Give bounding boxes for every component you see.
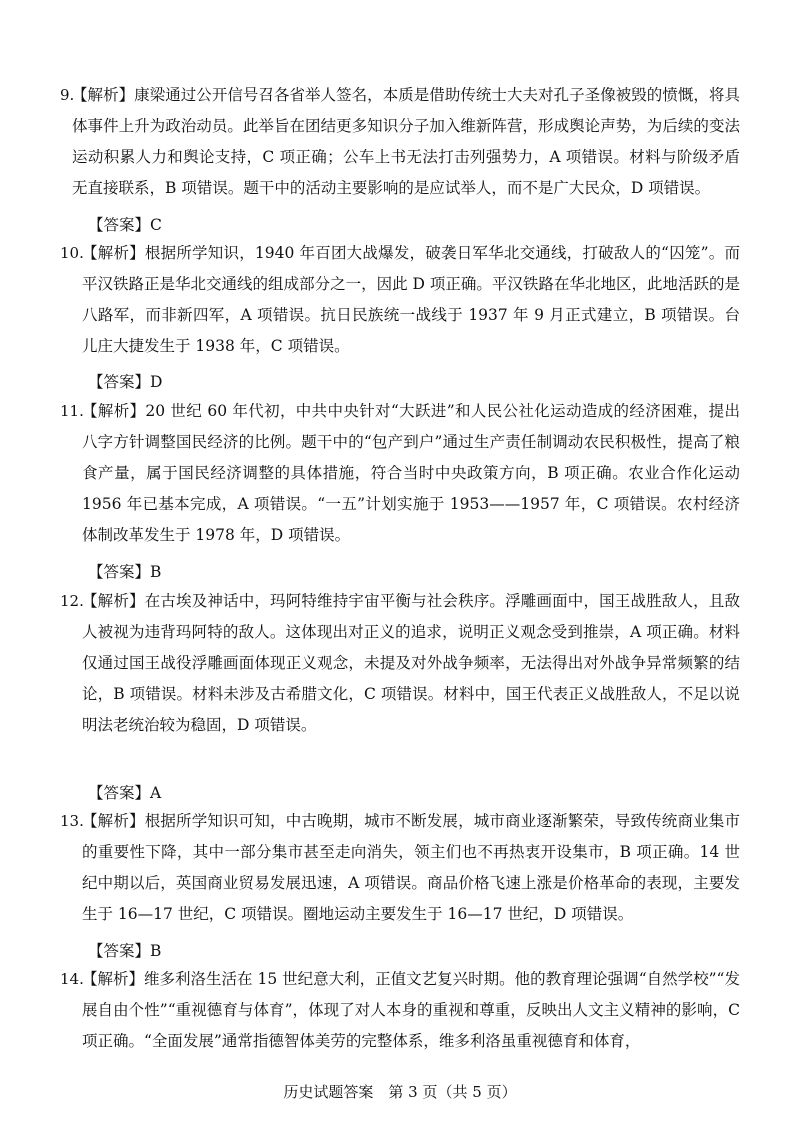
- page-footer: 历史试题答案 第 3 页（共 5 页）: [283, 1083, 517, 1101]
- question-number: 12.: [60, 592, 84, 610]
- analysis-body: 根据所学知识可知，中古晚期，城市不断发展，城市商业逐渐繁荣，导致传统商业集市的重要性下降，其中一部分集市甚至走向消失，领主们也不再热衷开设集市，B 项正确。14 世纪中期以后，英国商业贸易发展迅速，A 项错误。商品价格飞速上涨是价格革命的表现，主要发生于 16—17 世纪，C 项错误。圈地运动主要发生于 16—17 世纪，D 项错误。: [82, 812, 740, 923]
- analysis-body: 根据所学知识，1940 年百团大战爆发，破袭日军华北交通线，打破敌人的“囚笼”。而平汉铁路正是华北交通线的组成部分之一，因此 D 项正确。平汉铁路在华北地区，此地活跃的是八路军，而非新四军，A 项错误。抗日民族统一战线于 1937 年 9 月正式建立，B 项错误。台儿庄大捷发生于 1938 年，C 项错误。: [82, 244, 740, 355]
- question-13-answer: 【答案】B: [88, 942, 162, 960]
- question-number: 9.: [60, 86, 75, 104]
- question-12-answer: 【答案】A: [88, 784, 162, 802]
- analysis-tag: 【解析】: [82, 244, 145, 262]
- explanation-text: [82, 238, 740, 362]
- question-11-answer: 【答案】B: [88, 563, 162, 581]
- explanation-text: [82, 586, 740, 741]
- question-13-explanation: [60, 806, 740, 930]
- question-11-explanation: [60, 396, 740, 551]
- question-number: 13.: [60, 812, 84, 830]
- analysis-tag: 【解析】: [72, 86, 135, 104]
- analysis-tag: 【解析】: [82, 592, 145, 610]
- question-number: 11.: [60, 402, 84, 420]
- analysis-body: 康梁通过公开信号召各省举人签名，本质是借助传统士大夫对孔子圣像被毁的愤慨，将具体事件上升为政治动员。此举旨在团结更多知识分子加入维新阵营，形成舆论声势，为后续的变法运动积累人力和舆论支持，C 项正确；公车上书无法打击列强势力，A 项错误。材料与阶级矛盾无直接联系，B 项错误。题干中的活动主要影响的是应试举人，而不是广大民众，D 项错误。: [72, 86, 740, 197]
- explanation-text: [72, 80, 740, 204]
- question-10-answer: 【答案】D: [88, 373, 163, 391]
- question-number: 10.: [60, 244, 84, 262]
- explanation-text: [82, 964, 740, 1057]
- question-number: 14.: [60, 970, 84, 988]
- analysis-body: 维多利洛生活在 15 世纪意大利，正值文艺复兴时期。他的教育理论强调“自然学校”“发展自由个性”“重视德育与体育”，体现了对人本身的重视和尊重，反映出人文主义精神的影响，C 项正确。“全面发展”通常指德智体美劳的完整体系，维多利洛虽重视德育和体育，: [82, 970, 740, 1050]
- question-10-explanation: [60, 238, 740, 362]
- analysis-body: 20 世纪 60 年代初，中共中央针对“大跃进”和人民公社化运动造成的经济困难，提出八字方针调整国民经济的比例。题干中的“包产到户”通过生产责任制调动农民积极性，提高了粮食产量，属于国民经济调整的具体措施，符合当时中央政策方向，B 项正确。农业合作化运动 1956 年已基本完成，A 项错误。“一五”计划实施于 1953——1957 年，C 项错误。农村经济体制改革发生于 1978 年，D 项错误。: [82, 402, 740, 544]
- question-9-answer: 【答案】C: [88, 216, 162, 234]
- question-12-explanation: [60, 586, 740, 741]
- explanation-text: [82, 396, 740, 551]
- analysis-tag: 【解析】: [82, 812, 145, 830]
- analysis-body: 在古埃及神话中，玛阿特维持宇宙平衡与社会秩序。浮雕画面中，国王战胜敌人，且敌人被视为违背玛阿特的敌人。这体现出对正义的追求，说明正义观念受到推崇，A 项正确。材料仅通过国王战役浮雕画面体现正义观念，未提及对外战争频率，无法得出对外战争异常频繁的结论，B 项错误。材料未涉及古希腊文化，C 项错误。材料中，国王代表正义战胜敌人，不足以说明法老统治较为稳固，D 项错误。: [82, 592, 740, 734]
- question-14-explanation: [60, 964, 740, 1057]
- question-9-explanation: [60, 80, 740, 204]
- explanation-text: [82, 806, 740, 930]
- analysis-tag: 【解析】: [82, 402, 146, 420]
- analysis-tag: 【解析】: [82, 970, 145, 988]
